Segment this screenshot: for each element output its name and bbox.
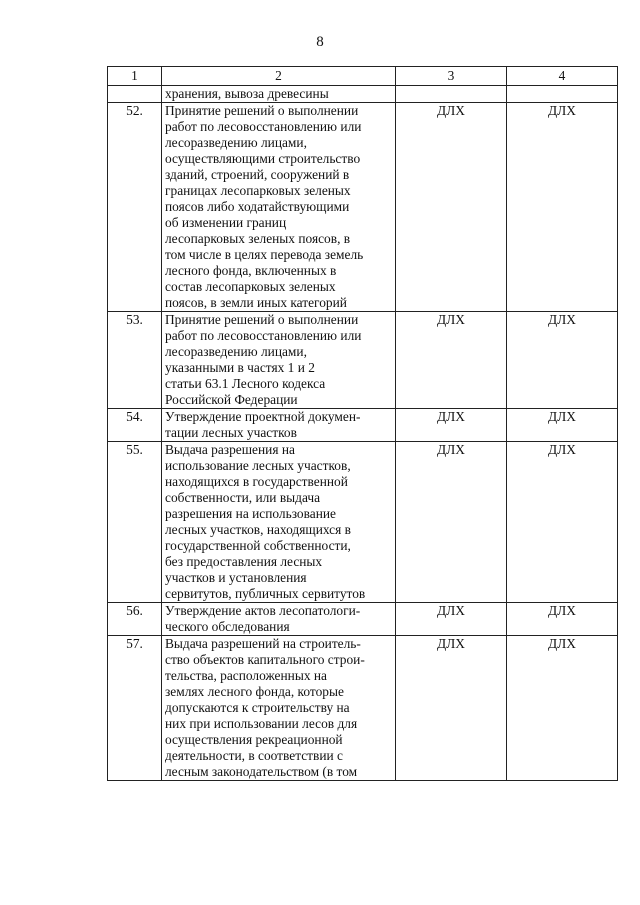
row-col-4: ДЛХ xyxy=(507,409,618,442)
text-line: участков и установления xyxy=(165,570,307,585)
text-line: границах лесопарковых зеленых xyxy=(165,183,351,198)
text-line: разрешения на использование xyxy=(165,506,336,521)
row-number: 57. xyxy=(108,636,162,781)
text-line: осуществления рекреационной xyxy=(165,732,343,747)
row-description xyxy=(162,442,396,603)
header-col-3: 3 xyxy=(396,67,507,86)
row-number: 53. xyxy=(108,312,162,409)
table-row xyxy=(108,636,618,781)
continuation-num xyxy=(108,86,162,103)
text-line: тации лесных участков xyxy=(165,425,297,440)
table-row xyxy=(108,103,618,312)
row-col-3: ДЛХ xyxy=(396,603,507,636)
text-line: лесоразведению лицами, xyxy=(165,344,307,359)
text-line: Российской Федерации xyxy=(165,392,298,407)
row-col-3: ДЛХ xyxy=(396,636,507,781)
text-line: Утверждение проектной докумен- xyxy=(165,409,361,424)
text-line: них при использовании лесов для xyxy=(165,716,358,731)
text-line: Принятие решений о выполнении xyxy=(165,312,359,327)
row-number: 52. xyxy=(108,103,162,312)
continuation-col-3 xyxy=(396,86,507,103)
continuation-text xyxy=(162,86,396,103)
row-description xyxy=(162,603,396,636)
page-number: 8 xyxy=(316,34,324,50)
table-row xyxy=(108,409,618,442)
text-line: статьи 63.1 Лесного кодекса xyxy=(165,376,326,391)
row-description xyxy=(162,103,396,312)
text-line: лесных участков, находящихся в xyxy=(165,522,351,537)
text-line: Выдача разрешения на xyxy=(165,442,295,457)
text-line: лесным законодательством (в том xyxy=(165,764,358,779)
row-number: 54. xyxy=(108,409,162,442)
header-col-4: 4 xyxy=(507,67,618,86)
text-line: указанными в частях 1 и 2 xyxy=(165,360,315,375)
continuation-col-4 xyxy=(507,86,618,103)
text-line: тельства, расположенных на xyxy=(165,668,327,683)
row-description xyxy=(162,636,396,781)
text-line: использование лесных участков, xyxy=(165,458,351,473)
row-col-4: ДЛХ xyxy=(507,442,618,603)
text-line: деятельности, в соответствии с xyxy=(165,748,343,763)
header-col-1: 1 xyxy=(108,67,162,86)
row-col-3: ДЛХ xyxy=(396,103,507,312)
text-line: находящихся в государственной xyxy=(165,474,348,489)
row-col-4: ДЛХ xyxy=(507,636,618,781)
text-line: лесопарковых зеленых поясов, в xyxy=(165,231,351,246)
text-line: государственной собственности, xyxy=(165,538,351,553)
row-number: 56. xyxy=(108,603,162,636)
text-line: том числе в целях перевода земель xyxy=(165,247,364,262)
text-line: без предоставления лесных xyxy=(165,554,323,569)
text-line: землях лесного фонда, которые xyxy=(165,684,344,699)
text-line: работ по лесовосстановлению или xyxy=(165,119,362,134)
text-line: лесного фонда, включенных в xyxy=(165,263,337,278)
text-line: лесоразведению лицами, xyxy=(165,135,307,150)
table-header-row xyxy=(108,67,618,86)
row-col-3: ДЛХ xyxy=(396,409,507,442)
row-number: 55. xyxy=(108,442,162,603)
text-line: поясов либо ходатайствующими xyxy=(165,199,350,214)
row-col-3: ДЛХ xyxy=(396,312,507,409)
text-line: собственности, или выдача xyxy=(165,490,321,505)
row-col-4: ДЛХ xyxy=(507,603,618,636)
row-description xyxy=(162,312,396,409)
table-row xyxy=(108,603,618,636)
authority-table xyxy=(107,66,618,781)
header-col-2: 2 xyxy=(162,67,396,86)
row-col-3: ДЛХ xyxy=(396,442,507,603)
text-line: Выдача разрешений на строитель- xyxy=(165,636,361,651)
text-line: хранения, вывоза древесины xyxy=(165,86,329,101)
text-line: допускаются к строительству на xyxy=(165,700,350,715)
text-line: поясов, в земли иных категорий xyxy=(165,295,347,310)
table-row xyxy=(108,312,618,409)
text-line: работ по лесовосстановлению или xyxy=(165,328,362,343)
text-line: сервитутов, публичных сервитутов xyxy=(165,586,366,601)
row-col-4: ДЛХ xyxy=(507,312,618,409)
text-line: осуществляющими строительство xyxy=(165,151,361,166)
text-line: состав лесопарковых зеленых xyxy=(165,279,336,294)
text-line: ство объектов капитального строи- xyxy=(165,652,365,667)
table-body xyxy=(108,67,618,781)
row-description xyxy=(162,409,396,442)
text-line: об изменении границ xyxy=(165,215,287,230)
text-line: ческого обследования xyxy=(165,619,290,634)
text-line: зданий, строений, сооружений в xyxy=(165,167,350,182)
text-line: Принятие решений о выполнении xyxy=(165,103,359,118)
text-line: Утверждение актов лесопатологи- xyxy=(165,603,361,618)
table-row xyxy=(108,442,618,603)
continuation-row xyxy=(108,86,618,103)
row-col-4: ДЛХ xyxy=(507,103,618,312)
